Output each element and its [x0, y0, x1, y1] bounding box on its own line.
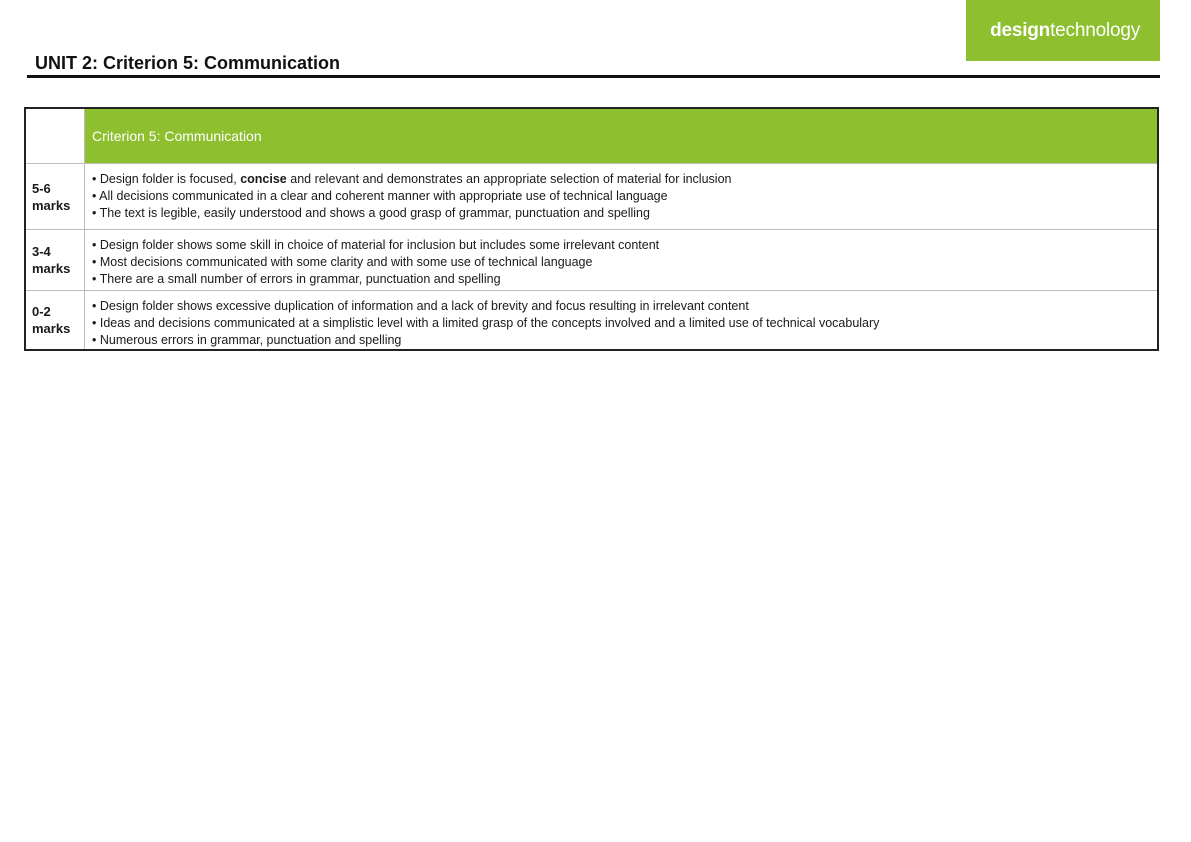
brand-logo-part-technology: technology	[1050, 20, 1140, 41]
header-empty-cell	[26, 109, 85, 163]
marks-range: 5-6	[32, 180, 51, 196]
descriptor-cell	[85, 164, 1157, 229]
marks-unit: marks	[32, 261, 71, 276]
table-row	[26, 163, 1157, 229]
descriptor-cell	[85, 230, 1157, 290]
criteria-table	[24, 107, 1159, 351]
marks-cell	[26, 291, 85, 349]
table-row	[26, 290, 1157, 349]
descriptor-bullet: • Numerous errors in grammar, punctuation and spelling	[92, 333, 402, 347]
descriptor-bullet: • Design folder shows some skill in choice of material for inclusion but includes some irrelevant content	[92, 238, 660, 252]
descriptor-bullet: • There are a small number of errors in grammar, punctuation and spelling	[92, 272, 501, 286]
marks-range: 3-4	[32, 244, 51, 259]
descriptor-text: and relevant and demonstrates an appropriate selection of material for inclusion	[286, 172, 732, 186]
brand-logo-part-design: design	[990, 20, 1051, 41]
descriptor-bullet: • Most decisions communicated with some clarity and with some use of technical language	[92, 255, 593, 269]
descriptor-bullet: • Design folder shows excessive duplication of information and a lack of brevity and focus resulting in irrelevant content	[92, 299, 749, 313]
marks-unit: marks	[32, 197, 71, 213]
marks-unit: marks	[32, 321, 71, 336]
marks-range: 0-2	[32, 304, 51, 319]
table-header-title: Criterion 5: Communication	[85, 109, 1157, 163]
brand-logo	[966, 0, 1160, 61]
title-divider	[27, 75, 1160, 78]
descriptor-emphasis: concise	[240, 172, 287, 186]
descriptor-cell	[85, 291, 1157, 349]
table-row	[26, 229, 1157, 290]
descriptor-bullet: • All decisions communicated in a clear and coherent manner with appropriate use of technical language	[92, 189, 668, 203]
marks-cell	[26, 230, 85, 290]
marks-cell	[26, 164, 85, 229]
table-header-row	[26, 109, 1157, 163]
descriptor-bullet	[92, 171, 1157, 188]
descriptor-bullet: • Ideas and decisions communicated at a simplistic level with a limited grasp of the concepts involved and a limited use of technical vocabulary	[92, 316, 880, 330]
descriptor-text: • Design folder is focused,	[92, 172, 241, 186]
descriptor-bullet: • The text is legible, easily understood and shows a good grasp of grammar, punctuation and spelling	[92, 206, 650, 220]
page-title: UNIT 2: Criterion 5: Communication	[35, 53, 341, 73]
